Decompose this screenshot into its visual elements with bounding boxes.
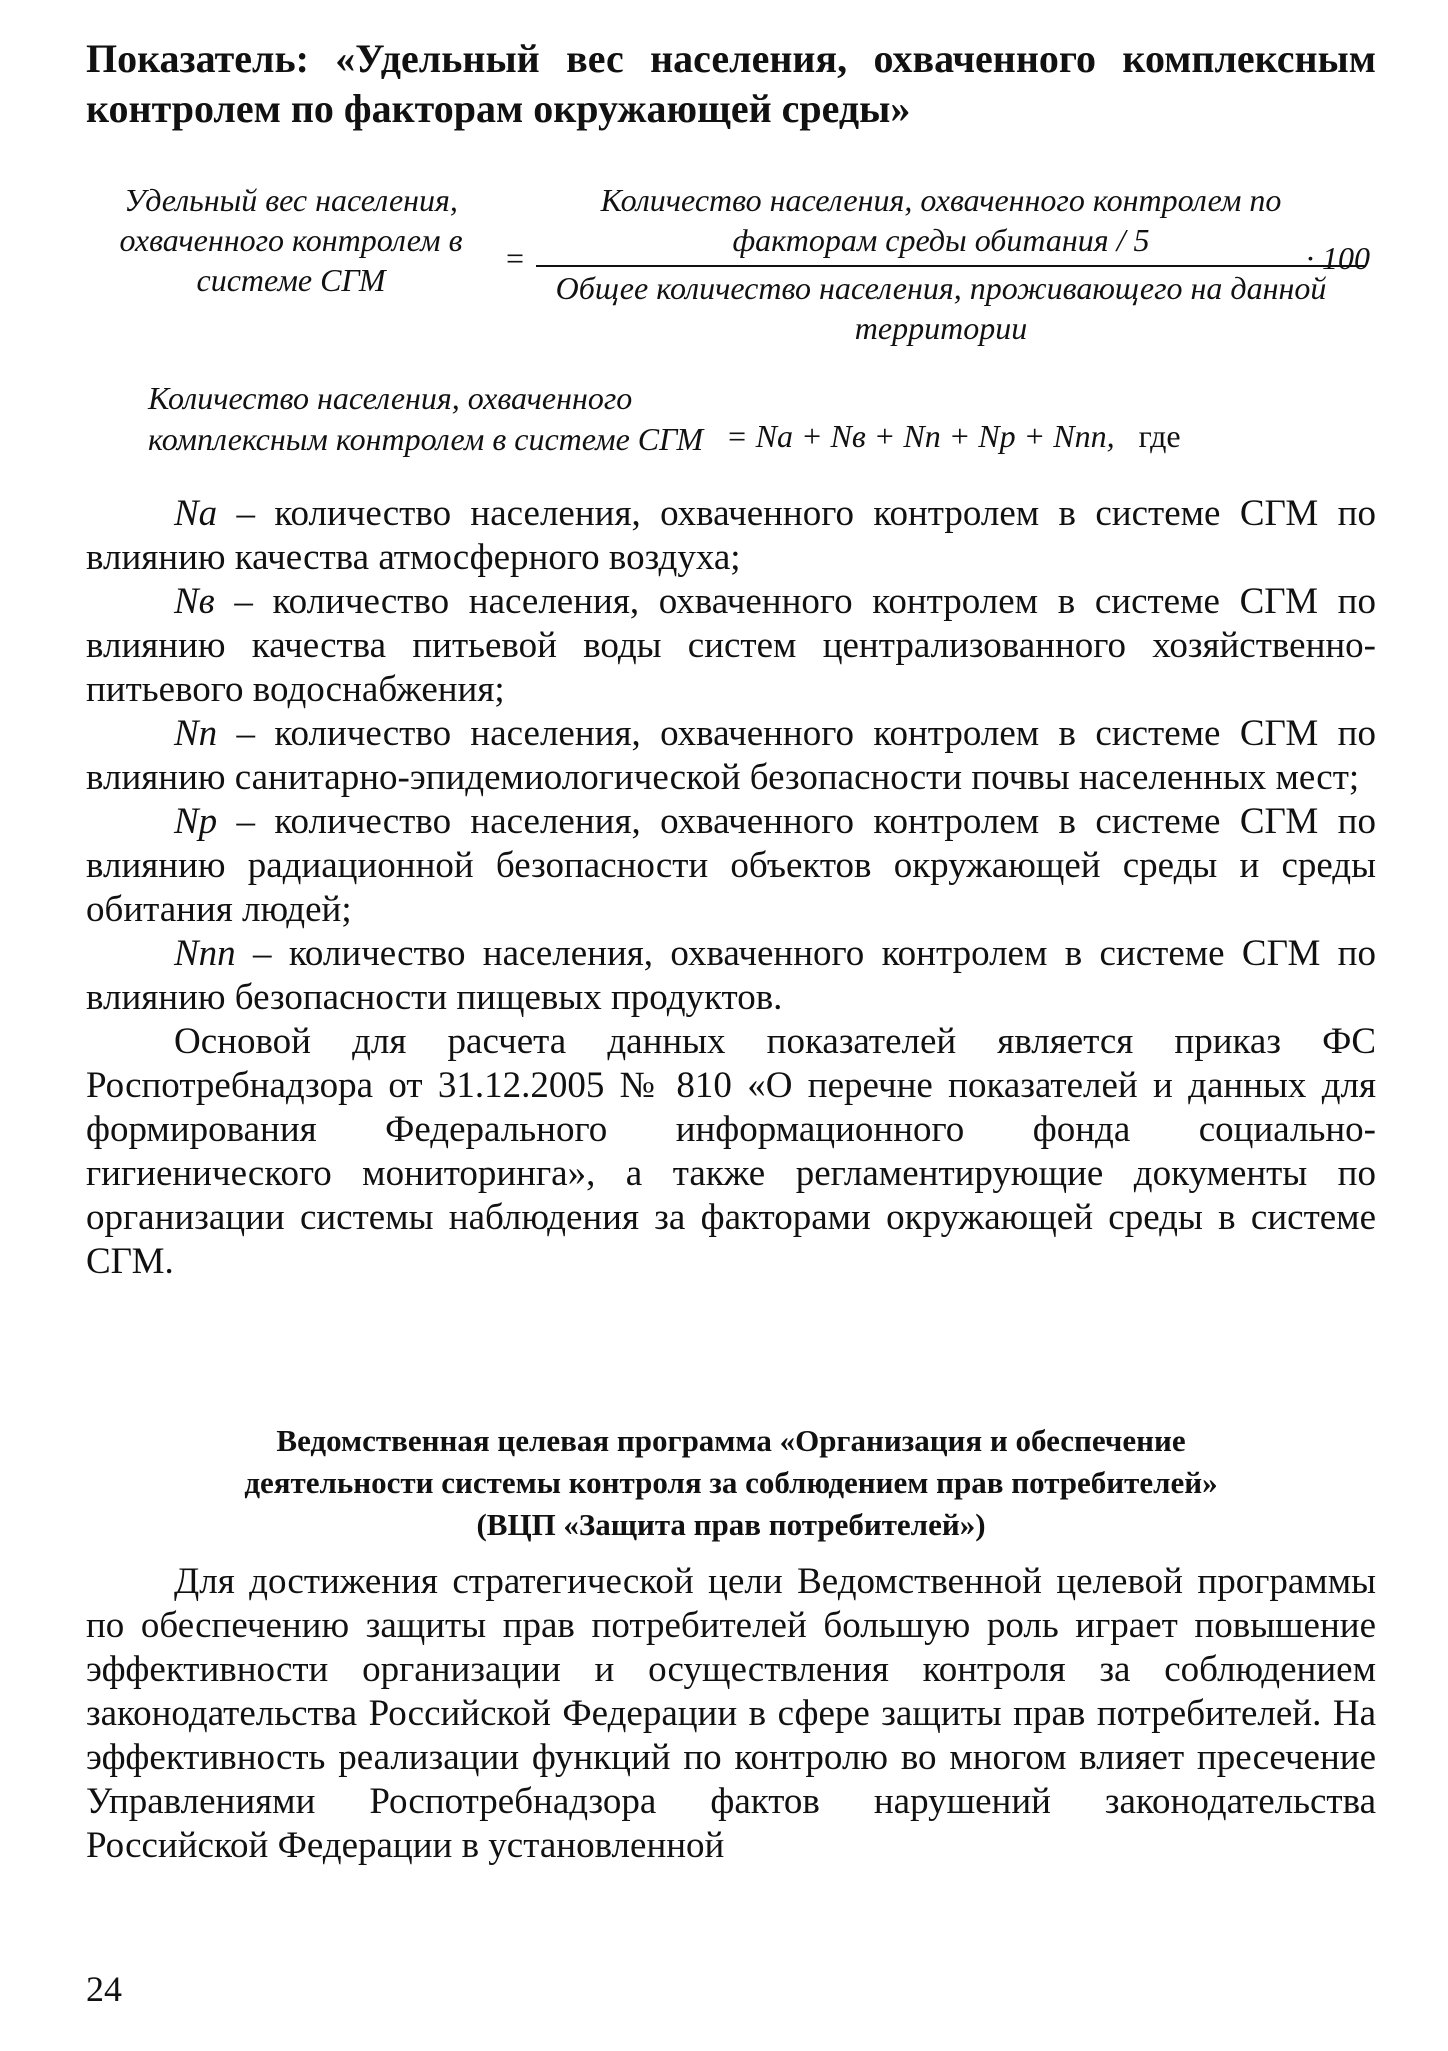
definition-text: – количество населения, охваченного контролем в системе СГМ по влиянию качества атмосферного воздуха; xyxy=(86,493,1376,578)
formula1-fraction-bar xyxy=(536,265,1366,267)
definition-nv xyxy=(86,580,1376,712)
formula2-where: где xyxy=(1138,418,1181,454)
definition-na xyxy=(86,492,1376,580)
program-heading xyxy=(86,1420,1376,1546)
program-heading-line: (ВЦП «Защита прав потребителей») xyxy=(476,1507,986,1542)
definition-symbol: Nв xyxy=(174,581,215,622)
formula1-numerator: Количество населения, охваченного контролем по факторам среды обитания / 5 xyxy=(600,182,1282,258)
definition-symbol: Nпп xyxy=(174,933,236,974)
basis-paragraph: Основой для расчета данных показателей является приказ ФС Роспотребнадзора от 31.12.2005 № 810 «О перечне показателей и данных для формирования Федерального информационного фонда социально-гигиенического мониторинга», а также регламентирующие документы по организации системы наблюдения за факторами окружающей среды в системе СГМ. xyxy=(86,1021,1376,1282)
definition-text: – количество населения, охваченного контролем в системе СГМ по влиянию санитарно-эпидемиологической безопасности почвы населенных мест; xyxy=(86,713,1376,798)
formula2-right-term xyxy=(726,418,1181,455)
program-body xyxy=(86,1560,1376,1868)
formula2-sum: = Na + Nв + Nп + Np + Nпп, xyxy=(726,418,1115,454)
formula1-left-term: Удельный вес населения, охваченного контролем в системе СГМ xyxy=(119,182,463,298)
definition-np-radiation xyxy=(86,800,1376,932)
definition-np-soil xyxy=(86,712,1376,800)
formula2-left-term: Количество населения, охваченного комплексным контролем в системе СГМ xyxy=(148,380,704,457)
section-title: Показатель: «Удельный вес населения, охваченного комплексным контролем по факторам окружающей среды» xyxy=(86,36,1376,131)
page-number: 24 xyxy=(86,1969,122,2009)
formula1-multiplier: · 100 xyxy=(1306,240,1370,276)
definition-symbol: Na xyxy=(174,493,218,534)
program-paragraph: Для достижения стратегической цели Ведомственной целевой программы по обеспечению защиты прав потребителей большую роль играет повышение эффективности организации и осуществления контроля за соблюдением законодательства Российской Федерации в сфере защиты прав потребителей. На эффективность реализации функций по контролю во многом влияет пресечение Управлениями Роспотребнадзора фактов нарушений законодательства Российской Федерации в установленной xyxy=(86,1561,1376,1866)
formula1-denominator: Общее количество населения, проживающего на данной территории xyxy=(555,270,1327,346)
definitions-block xyxy=(86,492,1376,1284)
definition-symbol: Nп xyxy=(174,713,218,754)
definition-npp xyxy=(86,932,1376,1020)
definition-symbol: Np xyxy=(174,801,218,842)
program-heading-line: Ведомственная целевая программа «Организация и обеспечение xyxy=(276,1423,1186,1458)
definition-text: – количество населения, охваченного контролем в системе СГМ по влиянию безопасности пищевых продуктов. xyxy=(86,933,1376,1018)
definition-text: – количество населения, охваченного контролем в системе СГМ по влиянию радиационной безопасности объектов окружающей среды и среды обитания людей; xyxy=(86,801,1376,930)
formula1-equals: = xyxy=(506,240,525,276)
program-heading-line: деятельности системы контроля за соблюдением прав потребителей» xyxy=(244,1465,1218,1500)
definition-text: – количество населения, охваченного контролем в системе СГМ по влиянию качества питьевой воды систем централизованного хозяйственно-питьевого водоснабжения; xyxy=(86,581,1376,710)
